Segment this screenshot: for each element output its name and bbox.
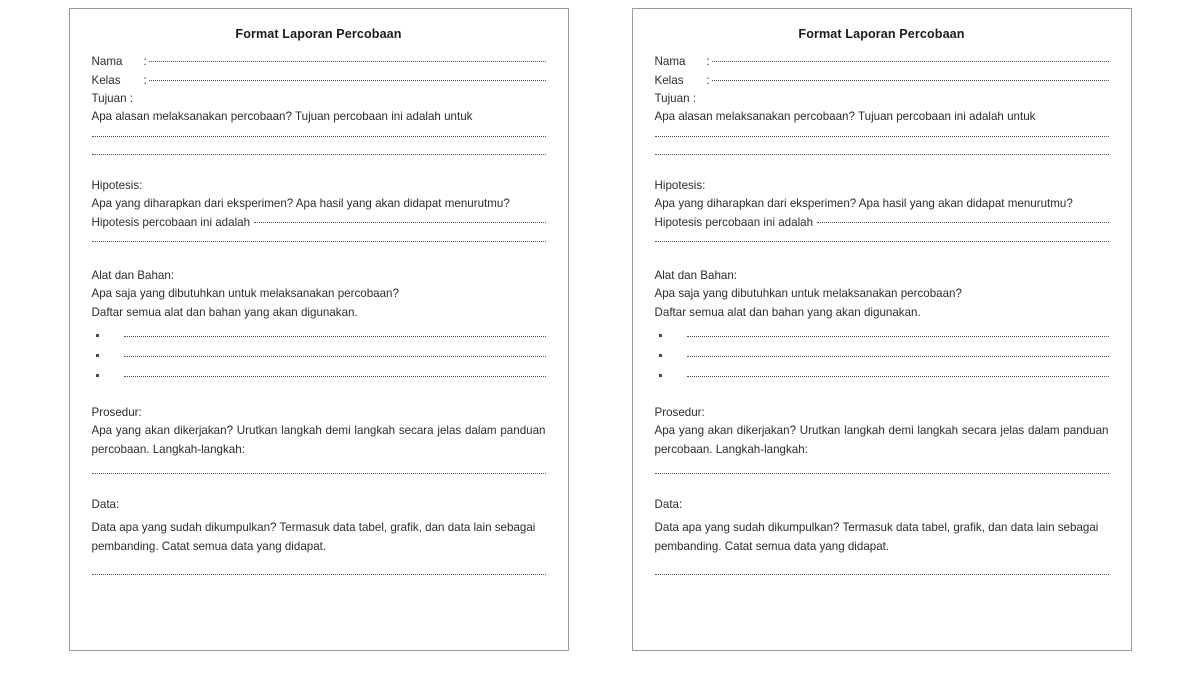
section-heading-tujuan: Tujuan : <box>654 92 696 105</box>
field-label-nama: Nama <box>91 55 123 68</box>
nama-input-dotted-line[interactable] <box>149 52 546 65</box>
bullet-item-1 <box>655 327 1109 347</box>
bullet-item-2 <box>92 347 546 367</box>
section-hipotesis <box>92 177 546 251</box>
hipotesis-inline-answer-row <box>655 213 1109 232</box>
spacer <box>92 163 546 177</box>
section-prompt-hipotesis: Apa yang diharapkan dari eksperimen? Apa hasil yang akan didapat menurutmu? <box>91 196 510 210</box>
report-format-sheet-right <box>632 8 1132 651</box>
hipotesis-answer-line-1[interactable] <box>817 213 1108 226</box>
bullet-item-1 <box>92 327 546 347</box>
section-prompt-alat-dan-bahan: Apa saja yang dibutuhkan untuk melaksanakan percobaan? <box>91 287 399 300</box>
hipotesis-answer-line-1[interactable] <box>254 213 545 226</box>
alat-bahan-answer-line-3[interactable] <box>124 367 546 380</box>
section-prompt2-alat-dan-bahan: Daftar semua alat dan bahan yang akan digunakan. <box>654 305 921 319</box>
bullet-square-icon <box>92 371 124 383</box>
section-alat-dan-bahan <box>92 267 546 387</box>
section-heading-tujuan: Tujuan : <box>91 92 133 105</box>
tujuan-answer-line-1[interactable] <box>655 127 1109 145</box>
tujuan-answer-line-2[interactable] <box>655 145 1109 163</box>
hipotesis-inline-prompt: Hipotesis percobaan ini adalah <box>654 216 814 229</box>
prosedur-answer-line-1[interactable] <box>655 464 1109 482</box>
field-colon-kelas: : <box>706 74 710 87</box>
field-row-kelas <box>92 71 546 90</box>
section-prompt-data: Data apa yang sudah dikumpulkan? Termasuk data tabel, grafik, dan data lain sebagai pembanding. Catat semua data yang didapat. <box>654 521 1099 553</box>
field-colon-nama: : <box>706 55 710 68</box>
spacer <box>655 556 1109 565</box>
section-prompt-prosedur: Apa yang akan dikerjakan? Urutkan langkah demi langkah secara jelas dalam panduan percobaan. Langkah-langkah: <box>654 424 1109 456</box>
field-label-kelas: Kelas <box>654 74 684 87</box>
section-data <box>92 496 546 583</box>
prosedur-answer-line-1[interactable] <box>92 464 546 482</box>
field-row-nama <box>655 52 1109 71</box>
spacer <box>655 387 1109 404</box>
bullet-item-3 <box>655 367 1109 387</box>
nama-input-dotted-line[interactable] <box>712 52 1109 65</box>
field-label-kelas: Kelas <box>91 74 121 87</box>
section-tujuan <box>655 90 1109 163</box>
section-prompt-tujuan: Apa alasan melaksanakan percobaan? Tujuan percobaan ini adalah untuk <box>91 110 473 123</box>
spacer <box>92 556 546 565</box>
bullet-item-3 <box>92 367 546 387</box>
bullet-square-icon <box>655 351 687 363</box>
field-colon-nama: : <box>143 55 147 68</box>
section-prosedur <box>655 404 1109 482</box>
section-prompt-data: Data apa yang sudah dikumpulkan? Termasuk data tabel, grafik, dan data lain sebagai pembanding. Catat semua data yang didapat. <box>91 521 536 553</box>
hipotesis-inline-prompt: Hipotesis percobaan ini adalah <box>91 216 251 229</box>
field-colon-kelas: : <box>143 74 147 87</box>
hipotesis-answer-line-2[interactable] <box>92 232 546 250</box>
section-hipotesis <box>655 177 1109 251</box>
tujuan-answer-line-1[interactable] <box>92 127 546 145</box>
hipotesis-answer-line-2[interactable] <box>655 232 1109 250</box>
section-heading-hipotesis: Hipotesis: <box>654 178 706 192</box>
page-title-left: Format Laporan Percobaan <box>235 27 402 41</box>
section-alat-dan-bahan <box>655 267 1109 387</box>
bullet-item-2 <box>655 347 1109 367</box>
section-heading-prosedur: Prosedur: <box>91 406 142 419</box>
alat-bahan-answer-line-2[interactable] <box>124 347 546 360</box>
field-row-kelas <box>655 71 1109 90</box>
bullet-square-icon <box>655 371 687 383</box>
spacer <box>655 250 1109 267</box>
page-title-right: Format Laporan Percobaan <box>798 27 965 41</box>
field-row-nama <box>92 52 546 71</box>
alat-bahan-answer-line-2[interactable] <box>687 347 1109 360</box>
alat-bahan-answer-line-3[interactable] <box>687 367 1109 380</box>
tujuan-answer-line-2[interactable] <box>92 145 546 163</box>
section-heading-alat-dan-bahan: Alat dan Bahan: <box>91 269 175 282</box>
data-answer-line-1[interactable] <box>92 565 546 583</box>
section-heading-data: Data: <box>654 498 683 511</box>
spacer <box>92 387 546 404</box>
kelas-input-dotted-line[interactable] <box>712 71 1109 84</box>
spacer <box>655 482 1109 496</box>
report-format-sheet-left <box>69 8 569 651</box>
hipotesis-inline-answer-row <box>92 213 546 232</box>
data-answer-line-1[interactable] <box>655 565 1109 583</box>
section-heading-data: Data: <box>91 498 120 511</box>
alat-bahan-answer-line-1[interactable] <box>124 327 546 340</box>
section-prompt-prosedur: Apa yang akan dikerjakan? Urutkan langkah demi langkah secara jelas dalam panduan percobaan. Langkah-langkah: <box>91 424 546 456</box>
field-label-nama: Nama <box>654 55 686 68</box>
section-prompt-alat-dan-bahan: Apa saja yang dibutuhkan untuk melaksanakan percobaan? <box>654 287 962 300</box>
section-heading-hipotesis: Hipotesis: <box>91 178 143 192</box>
alat-bahan-answer-line-1[interactable] <box>687 327 1109 340</box>
section-prompt-tujuan: Apa alasan melaksanakan percobaan? Tujuan percobaan ini adalah untuk <box>654 110 1036 123</box>
section-data <box>655 496 1109 583</box>
bullet-square-icon <box>92 351 124 363</box>
bullet-square-icon <box>92 331 124 343</box>
section-heading-prosedur: Prosedur: <box>654 406 705 419</box>
section-prompt-hipotesis: Apa yang diharapkan dari eksperimen? Apa hasil yang akan didapat menurutmu? <box>654 196 1073 210</box>
section-tujuan <box>92 90 546 163</box>
spacer <box>92 482 546 496</box>
kelas-input-dotted-line[interactable] <box>149 71 546 84</box>
sheet-pair <box>69 0 1132 651</box>
section-prosedur <box>92 404 546 482</box>
spacer <box>655 163 1109 177</box>
spacer <box>92 250 546 267</box>
section-heading-alat-dan-bahan: Alat dan Bahan: <box>654 269 738 282</box>
bullet-square-icon <box>655 331 687 343</box>
section-prompt2-alat-dan-bahan: Daftar semua alat dan bahan yang akan digunakan. <box>91 305 358 319</box>
